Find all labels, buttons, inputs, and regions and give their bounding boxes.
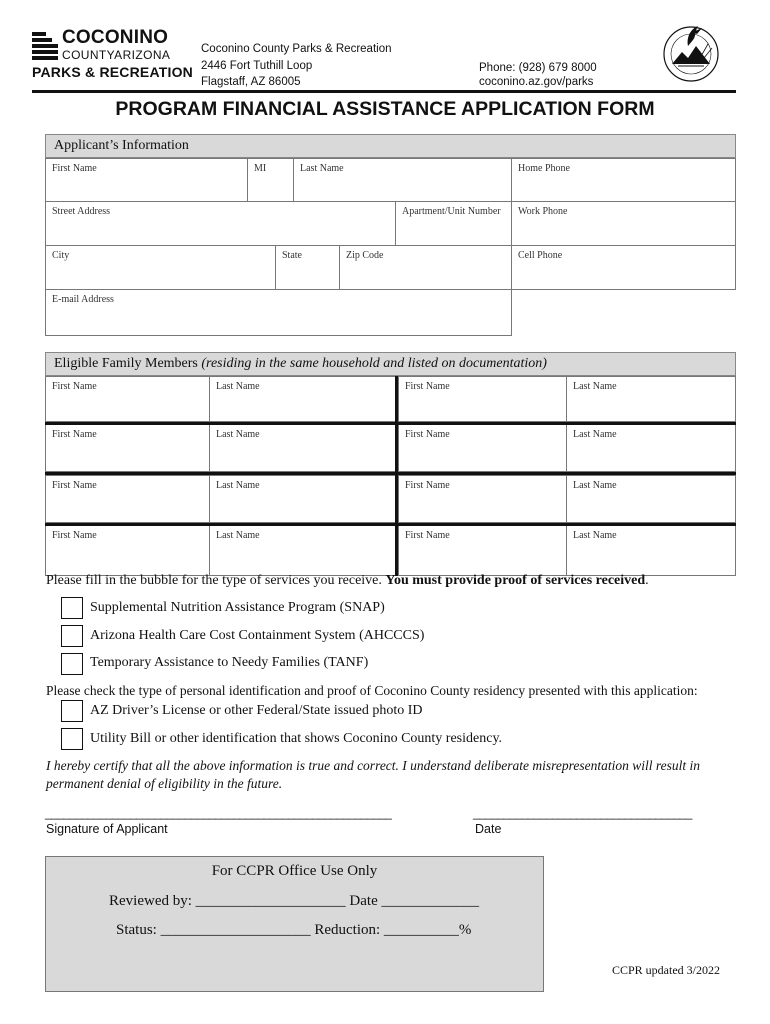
utility-bill-label: Utility Bill or other identification that shows Coconino County residency. xyxy=(90,731,503,746)
logo-name: COCONINO xyxy=(62,27,169,48)
family-first-name-label: First Name xyxy=(52,480,97,491)
office-address xyxy=(201,41,392,91)
services-intro-end: . xyxy=(645,573,649,588)
phone-number: Phone: (928) 679 8000 xyxy=(479,62,597,74)
family-last-name-field[interactable] xyxy=(209,475,397,523)
family-first-name-label: First Name xyxy=(52,429,97,440)
drivers-license-checkbox[interactable] xyxy=(61,700,83,722)
identification-intro: Please check the type of personal identification and proof of Coconino County residency presented with this application: xyxy=(46,683,698,698)
family-first-name-label: First Name xyxy=(405,480,450,491)
family-first-name-label: First Name xyxy=(405,429,450,440)
city-label: City xyxy=(52,250,70,261)
family-last-name-label: Last Name xyxy=(573,429,617,440)
first-name-field[interactable] xyxy=(45,158,248,202)
logo-mark-icon xyxy=(32,30,58,60)
footer-version: CCPR updated 3/2022 xyxy=(612,963,721,977)
family-first-name-field[interactable] xyxy=(45,525,210,576)
family-first-name-label: First Name xyxy=(52,530,97,541)
reduction-label: Reduction: xyxy=(314,922,381,938)
signature-label: Signature of Applicant xyxy=(46,822,168,836)
family-first-name-field[interactable] xyxy=(45,475,210,523)
home-phone-field[interactable] xyxy=(511,158,736,202)
cell-phone-field[interactable] xyxy=(511,245,736,290)
mi-label: MI xyxy=(254,163,267,174)
status-row xyxy=(116,922,471,939)
status-label: Status: xyxy=(116,922,157,938)
street-address-field[interactable] xyxy=(45,201,396,246)
certification-line-2: permanent denial of eligibility in the future. xyxy=(46,776,283,791)
reviewed-by-blank[interactable]: ____________________ xyxy=(195,893,346,909)
family-first-name-label: First Name xyxy=(52,381,97,392)
family-last-name-field[interactable] xyxy=(566,376,736,422)
date-line[interactable]: ____________________________________ xyxy=(473,806,692,820)
family-last-name-field[interactable] xyxy=(566,424,736,472)
logo-county: COUNTYARIZONA xyxy=(62,48,171,62)
address-line-2: 2446 Fort Tuthill Loop xyxy=(201,59,313,72)
snap-checkbox[interactable] xyxy=(61,597,83,619)
office-date-blank[interactable]: _____________ xyxy=(381,893,479,909)
reviewed-by-label: Reviewed by: xyxy=(109,893,192,909)
family-last-name-label: Last Name xyxy=(216,480,260,491)
apartment-label: Apartment/Unit Number xyxy=(402,206,501,217)
row-divider xyxy=(45,472,736,475)
ahcccs-label: Arizona Health Care Cost Containment System (AHCCCS) xyxy=(90,628,425,643)
family-first-name-field[interactable] xyxy=(398,376,567,422)
last-name-field[interactable] xyxy=(293,158,512,202)
city-field[interactable] xyxy=(45,245,276,290)
work-phone-label: Work Phone xyxy=(518,206,568,217)
contact-info xyxy=(479,61,597,89)
family-last-name-field[interactable] xyxy=(209,424,397,472)
reduction-blank[interactable]: __________% xyxy=(383,922,472,938)
mi-field[interactable] xyxy=(247,158,294,202)
street-address-label: Street Address xyxy=(52,206,111,217)
work-phone-field[interactable] xyxy=(511,201,736,246)
office-use-title: For CCPR Office Use Only xyxy=(211,863,378,879)
office-use-box xyxy=(45,856,544,992)
column-divider xyxy=(395,376,398,576)
family-last-name-label: Last Name xyxy=(216,530,260,541)
family-last-name-field[interactable] xyxy=(209,376,397,422)
services-intro-bold: You must provide proof of services received xyxy=(385,573,646,588)
email-label: E-mail Address xyxy=(52,294,114,305)
reviewed-by-row xyxy=(109,893,479,910)
family-heading-note: (residing in the same household and listed on documentation) xyxy=(201,356,547,371)
applicant-section xyxy=(45,134,736,336)
tanf-label: Temporary Assistance to Needy Families (TANF) xyxy=(90,655,369,670)
row-divider xyxy=(45,523,736,526)
snap-label: Supplemental Nutrition Assistance Program (SNAP) xyxy=(90,600,385,615)
page-title: PROGRAM FINANCIAL ASSISTANCE APPLICATION FORM xyxy=(115,98,655,120)
family-first-name-label: First Name xyxy=(405,381,450,392)
drivers-license-label: AZ Driver’s License or other Federal/State issued photo ID xyxy=(90,703,423,718)
family-first-name-label: First Name xyxy=(405,530,450,541)
family-heading xyxy=(45,352,736,376)
family-last-name-label: Last Name xyxy=(573,530,617,541)
email-field[interactable] xyxy=(45,289,512,336)
address-line-3: Flagstaff, AZ 86005 xyxy=(201,76,301,88)
county-seal-icon xyxy=(658,18,724,84)
family-section xyxy=(45,352,736,576)
county-logo xyxy=(32,27,193,84)
zip-code-label: Zip Code xyxy=(346,250,384,261)
family-first-name-field[interactable] xyxy=(398,424,567,472)
website: coconino.az.gov/parks xyxy=(479,76,594,88)
cell-phone-label: Cell Phone xyxy=(518,250,563,261)
status-blank[interactable]: ____________________ xyxy=(160,922,311,938)
family-last-name-label: Last Name xyxy=(573,381,617,392)
tanf-checkbox[interactable] xyxy=(61,653,83,675)
home-phone-label: Home Phone xyxy=(518,163,570,174)
utility-bill-checkbox[interactable] xyxy=(61,728,83,750)
family-last-name-field[interactable] xyxy=(566,525,736,576)
family-heading-title: Eligible Family Members xyxy=(54,356,198,371)
row-divider xyxy=(45,422,736,425)
state-field[interactable] xyxy=(275,245,340,290)
logo-dept: PARKS & RECREATION xyxy=(32,64,193,80)
address-line-1: Coconino County Parks & Recreation xyxy=(201,43,392,55)
ahcccs-checkbox[interactable] xyxy=(61,625,83,647)
family-last-name-label: Last Name xyxy=(573,480,617,491)
family-last-name-field[interactable] xyxy=(566,475,736,523)
family-first-name-field[interactable] xyxy=(398,525,567,576)
date-label: Date xyxy=(475,822,502,836)
office-date-label: Date xyxy=(349,893,378,909)
family-first-name-field[interactable] xyxy=(398,475,567,523)
family-last-name-label: Last Name xyxy=(216,381,260,392)
family-first-name-field[interactable] xyxy=(45,424,210,472)
services-intro-text: Please fill in the bubble for the type of services you receive. xyxy=(46,573,382,588)
first-name-label: First Name xyxy=(52,163,97,174)
signature-line[interactable]: _________________________________________________________ xyxy=(45,806,392,820)
applicant-heading: Applicant’s Information xyxy=(45,134,736,158)
last-name-label: Last Name xyxy=(300,163,344,174)
family-first-name-field[interactable] xyxy=(45,376,210,422)
family-last-name-field[interactable] xyxy=(209,525,397,576)
zip-code-field[interactable] xyxy=(339,245,512,290)
state-label: State xyxy=(282,250,302,261)
services-intro xyxy=(46,573,649,589)
certification-line-1: I hereby certify that all the above information is true and correct. I understand deliberate misrepresentation will result in xyxy=(46,758,701,773)
family-last-name-label: Last Name xyxy=(216,429,260,440)
apartment-field[interactable] xyxy=(395,201,512,246)
header-rule xyxy=(32,90,736,93)
